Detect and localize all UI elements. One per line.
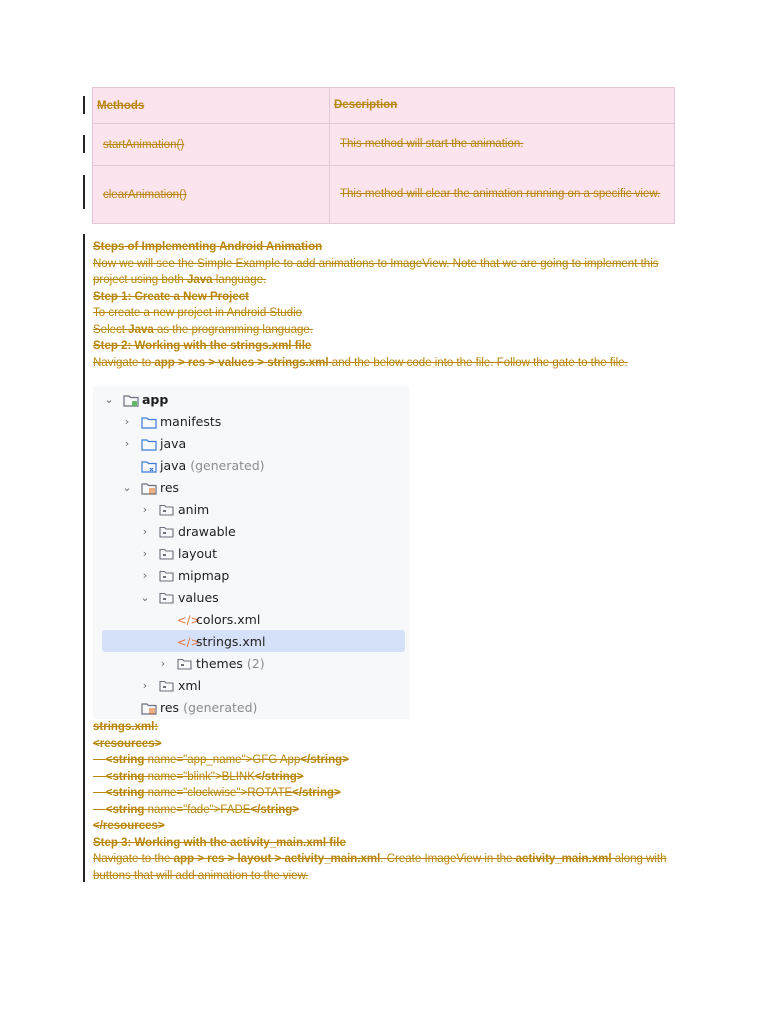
tree-label: manifests [160,414,222,429]
change-bar [83,135,85,153]
tree-label: app [142,392,169,407]
table-row [93,124,675,166]
chevron-down-icon: ⌄ [122,481,132,494]
methods-table [92,87,675,224]
code-close-tag: </string> [254,770,304,783]
step2-nav-path: app > res > values > strings.xml [154,356,329,369]
step3-nav-path: app > res > layout > activity_main.xml [173,853,381,865]
folder-icon [159,570,174,582]
resources-folder-icon [141,702,157,715]
tree-row-mipmap [93,565,409,587]
code-attr: name="blink"> [144,770,222,783]
chevron-right-icon: › [160,657,166,670]
tree-row-layout [93,543,409,565]
step1-line2 [93,322,673,339]
tree-label: strings.xml [196,634,266,649]
table-header-description: Description [330,88,675,124]
tree-label [160,697,257,719]
code-line [93,802,673,819]
chevron-right-icon: › [142,525,148,538]
code-value: ROTATE [247,787,293,799]
tree-label-extra: (2) [246,656,265,671]
code-close-tag: </string> [300,754,349,766]
code-close-resources: </resources> [93,820,165,832]
folder-icon [141,438,157,451]
change-bar [83,96,85,114]
chevron-right-icon: › [142,679,148,692]
folder-icon [177,658,192,670]
chevron-down-icon: ⌄ [104,393,114,406]
tree-label-extra: (generated) [190,458,265,473]
method-name: clearAnimation() [93,166,330,224]
code-filename: strings.xml: [93,721,159,733]
step2-heading: Step 2: Working with the strings.xml file [93,340,312,352]
step3-nav-end: along with buttons that will add animation to the view. [93,853,667,882]
step3-nav-file: activity_main.xml [515,853,612,865]
tree-label: mipmap [178,568,230,583]
code-line [93,752,673,769]
tree-label: colors.xml [196,612,261,627]
tree-row-themes [93,653,409,675]
folder-icon [159,592,174,604]
tree-row-app [93,389,409,411]
tree-row-values [93,587,409,609]
intro-text-end: language. [212,274,267,286]
table-header-methods: Methods [93,88,330,124]
chevron-right-icon: › [124,437,130,450]
tree-label: java [160,436,187,451]
step3-nav-text: Navigate to the [93,853,174,865]
tree-label-name: themes [196,656,243,671]
code-tag: <string [105,787,145,799]
code-tag: <string [105,770,145,783]
folder-icon [159,504,174,516]
chevron-right-icon: › [142,569,148,582]
chevron-right-icon: › [142,547,148,560]
tree-label-name: java [160,458,187,473]
tree-row-drawable [93,521,409,543]
folder-icon [159,526,174,538]
tree-row-xml [93,675,409,697]
step2-nav-rest: and the below code into the file. Follow the gate to the file. [328,356,628,369]
tree-label-extra: (generated) [183,700,258,715]
code-value: GFG App [252,754,301,766]
steps-section [93,239,673,371]
step1-select: Select [93,323,129,336]
tree-label: res [160,480,180,495]
step3-nav-rest: . Create ImageView in the [380,853,516,865]
code-tag: <string [105,803,145,816]
code-attr: name="app_name"> [144,754,253,766]
folder-icon [159,548,174,560]
code-close-tag: </string> [250,803,300,816]
xml-file-icon: </> [177,613,201,627]
method-name: startAnimation() [93,124,330,166]
code-section [93,719,673,884]
chevron-right-icon: › [124,415,130,428]
xml-file-icon: </> [177,635,201,649]
method-description: This method will clear the animation running on a specific view. [330,166,675,224]
step1-java: Java [128,323,154,336]
tree-row-strings-xml[interactable] [93,631,409,653]
chevron-down-icon: ⌄ [140,591,150,604]
chevron-right-icon: › [142,503,148,516]
tree-label [196,653,265,675]
step1-heading: Step 1: Create a New Project [93,290,249,303]
code-value: BLINK [221,770,255,783]
intro-java: Java [186,274,213,286]
tree-row-colors-xml [93,609,409,631]
tree-row-java [93,433,409,455]
code-close-tag: </string> [292,787,341,799]
section-heading: Steps of Implementing Android Animation [93,241,323,253]
tree-row-res [93,477,409,499]
method-description: This method will start the animation. [330,124,675,166]
resources-folder-icon [141,482,157,495]
code-line [93,785,673,802]
tree-row-manifests [93,411,409,433]
tree-label-name: res [160,700,180,715]
tree-label: xml [178,678,202,693]
code-attr: name="clockwise"> [144,787,248,799]
tree-label: drawable [178,524,236,539]
step1-line1: To create a new project in Android Studio [93,307,303,319]
table-header-row [93,88,675,124]
intro-text: Now we will see the Simple Example to add animations to ImageView. Note that we are going to implement this project using both [93,257,659,286]
step2-nav [93,355,673,372]
tree-label: values [178,590,219,605]
code-open-tag: <resources> [93,737,162,750]
step1-lang: as the programming language. [153,323,313,336]
tree-row-java-generated [93,455,409,477]
folder-icon [141,416,157,429]
intro-paragraph [93,256,673,289]
step3-heading: Step 3: Working with the activity_main.xml file [93,836,346,849]
step2-nav-text: Navigate to [93,356,155,369]
tree-label: anim [178,502,210,517]
module-folder-icon [123,394,139,407]
tree-row-res-generated [93,697,409,719]
change-bar [83,234,85,882]
code-attr: name="fade"> [144,803,221,816]
folder-icon [159,680,174,692]
tree-label: layout [178,546,218,561]
table-row [93,166,675,224]
tree-label [160,455,265,477]
step3-nav [93,851,673,884]
tree-row-anim [93,499,409,521]
project-tree-image [93,386,409,719]
code-tag: <string [105,754,145,766]
change-bar [83,175,85,209]
generated-folder-icon [141,460,157,473]
code-value: FADE [220,803,251,816]
code-line [93,769,673,786]
